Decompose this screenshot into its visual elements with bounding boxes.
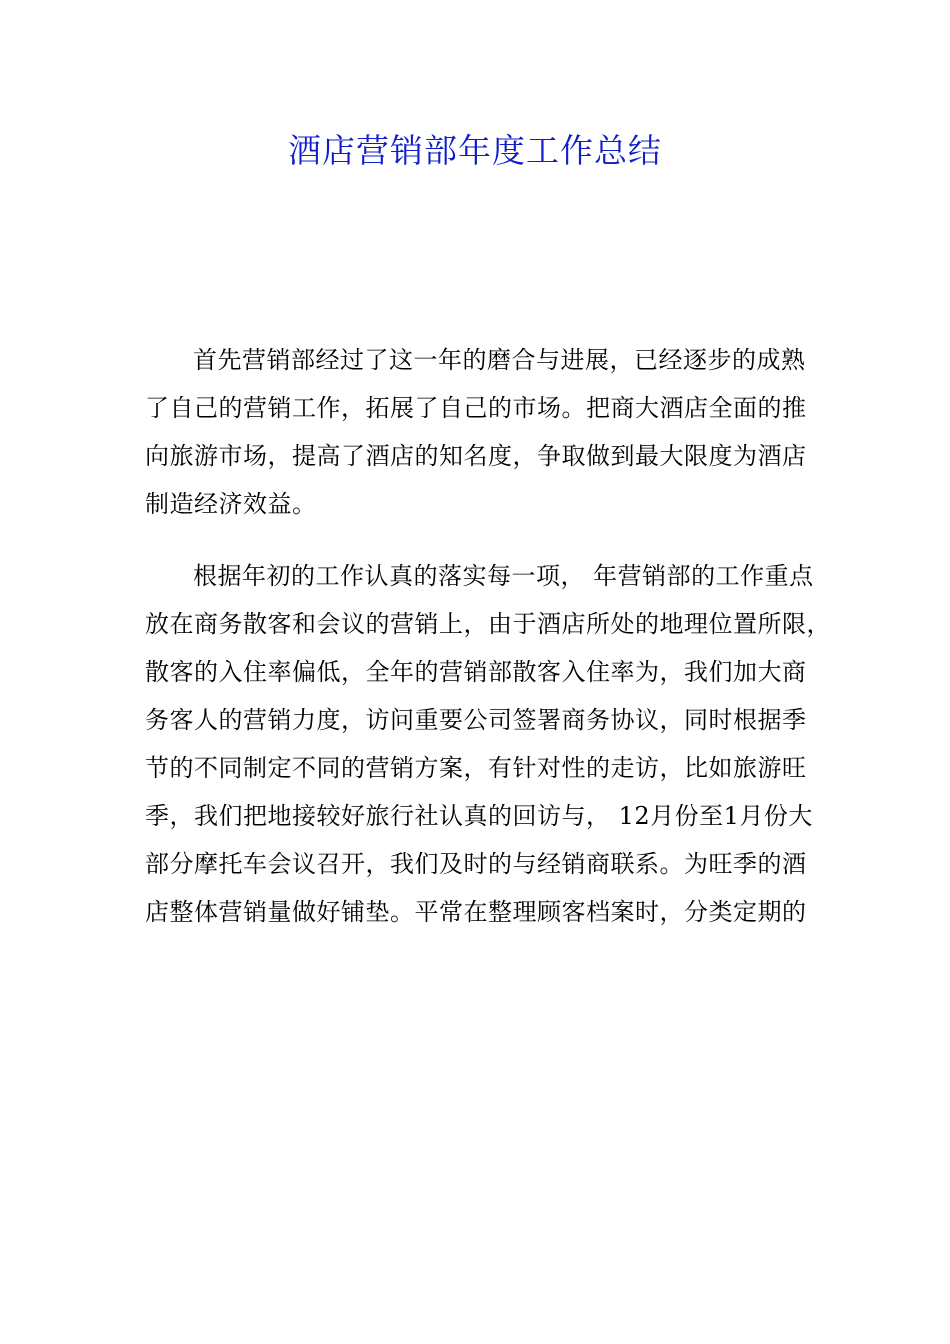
text-line: 了自己的营销工作，拓展了自己的市场。把商大酒店全面的推 <box>145 394 807 422</box>
text-line: 向旅游市场，提高了酒店的知名度，争取做到最大限度为酒店 <box>145 442 807 470</box>
text-line: 季，我们把地接较好旅行社认真的回访与， 12月份至1月份大 <box>145 802 813 830</box>
text-line: 散客的入住率偏低，全年的营销部散客入住率为，我们加大商 <box>145 658 807 686</box>
paragraph-2 <box>145 552 835 936</box>
text-line: 店整体营销量做好铺垫。平常在整理顾客档案时，分类定期的 <box>145 898 807 926</box>
text-line: 务客人的营销力度，访问重要公司签署商务协议，同时根据季 <box>145 706 807 734</box>
text-line: 根据年初的工作认真的落实每一项， 年营销部的工作重点 <box>193 562 814 590</box>
document-body <box>145 336 835 936</box>
text-line: 首先营销部经过了这一年的磨合与进展，已经逐步的成熟 <box>193 346 806 374</box>
text-line: 放在商务散客和会议的营销上，由于酒店所处的地理位置所限， <box>145 610 831 638</box>
paragraph-1 <box>145 336 835 528</box>
document-title: 酒店营销部年度工作总结 <box>288 131 662 170</box>
text-line: 部分摩托车会议召开，我们及时的与经销商联系。为旺季的酒 <box>145 850 807 878</box>
text-line: 节的不同制定不同的营销方案，有针对性的走访，比如旅游旺 <box>145 754 807 782</box>
text-line: 制造经济效益。 <box>145 490 317 518</box>
